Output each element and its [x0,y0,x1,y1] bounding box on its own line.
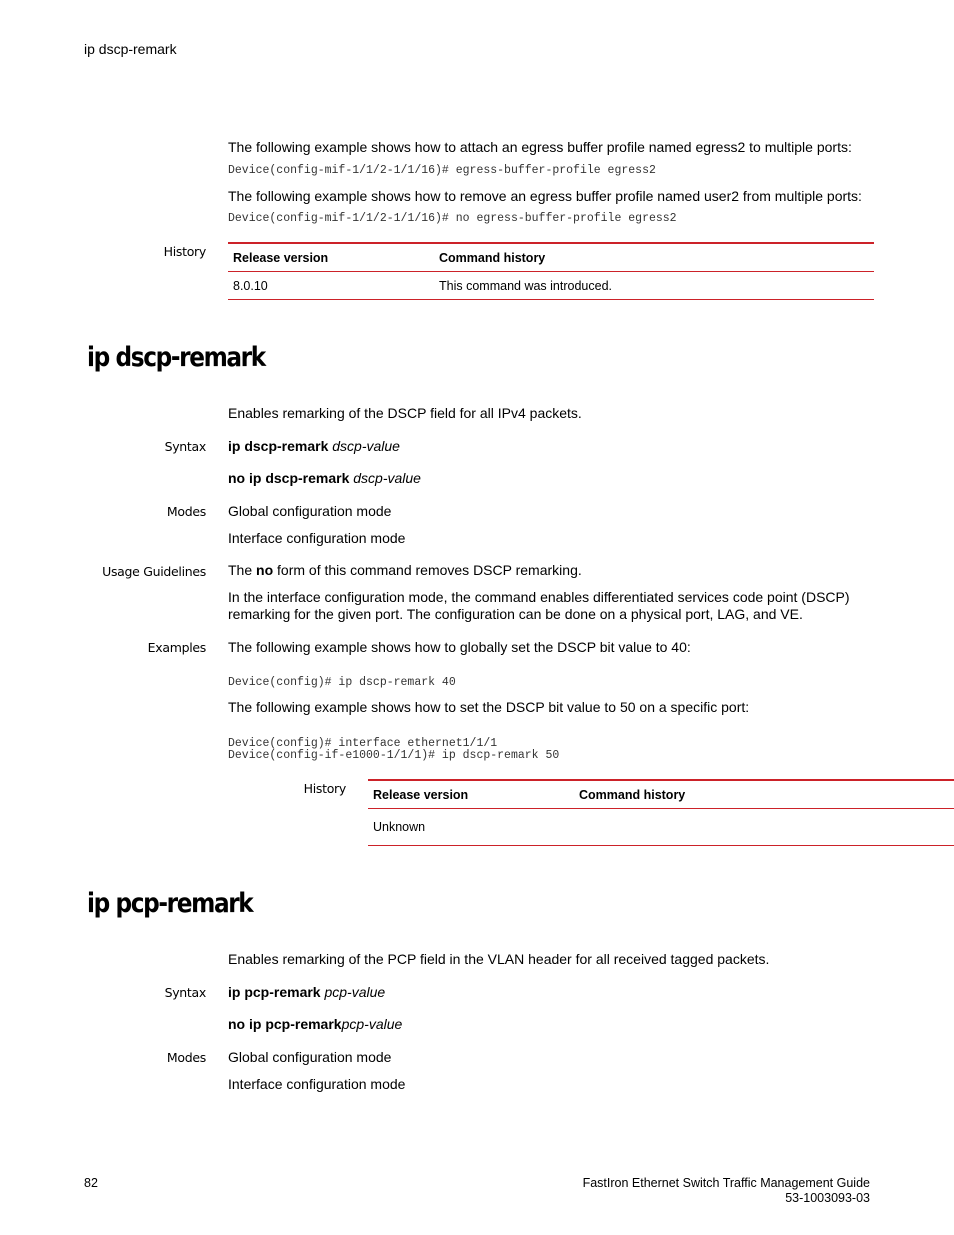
dscp-examples-label: Examples [147,640,206,655]
page-number: 82 [84,1176,98,1190]
syntax-command: no ip dscp-remark [228,470,350,486]
pcp-syntax-label: Syntax [164,985,206,1000]
guide-title: FastIron Ethernet Switch Traffic Management Guide [582,1176,870,1190]
syntax-command: ip pcp-remark [228,984,321,1000]
pcp-description: Enables remarking of the PCP field in the VLAN header for all received tagged packets. [228,951,770,967]
top-history-table [228,242,874,300]
table-header-history: Command history [434,243,874,272]
top-history-label: History [163,244,206,259]
syntax-argument: pcp-value [324,984,386,1000]
dscp-syntax-label: Syntax [164,439,206,454]
top-example1-code: Device(config-mif-1/1/2-1/1/16)# egress-buffer-profile egress2 [228,164,656,177]
syntax-command: no ip pcp-remark [228,1016,342,1032]
table-header-release: Release version [228,243,434,272]
table-cell-history: This command was introduced. [434,272,874,300]
dscp-usage-label: Usage Guidelines [102,564,206,579]
dscp-syntax-2 [228,470,421,487]
table-row [228,272,874,300]
dscp-example2-code-line2: Device(config-if-e1000-1/1/1)# ip dscp-remark 50 [228,749,560,762]
dscp-history-label: History [303,781,346,796]
pcp-modes-label: Modes [166,1050,206,1065]
table-cell-release: 8.0.10 [228,272,434,300]
dscp-mode-2: Interface configuration mode [228,530,406,546]
syntax-command: ip dscp-remark [228,438,329,454]
dscp-example2-code-line1: Device(config)# interface ethernet1/1/1 [228,737,498,750]
table-row [368,809,954,846]
pcp-mode-2: Interface configuration mode [228,1076,406,1092]
dscp-example2-text: The following example shows how to set the DSCP bit value to 50 on a specific port: [228,699,750,715]
table-cell-history [574,809,954,846]
pcp-syntax-1 [228,984,385,1001]
syntax-argument: pcp-value [341,1016,403,1032]
dscp-description: Enables remarking of the DSCP field for all IPv4 packets. [228,405,582,421]
top-example1-text: The following example shows how to attach an egress buffer profile named egress2 to multiple ports: [228,139,852,155]
pcp-syntax-2 [228,1016,402,1033]
section-heading-dscp: ip dscp-remark [87,342,265,373]
dscp-mode-1: Global configuration mode [228,503,392,519]
top-example2-code: Device(config-mif-1/1/2-1/1/16)# no egress-buffer-profile egress2 [228,212,677,225]
dscp-usage-2: In the interface configuration mode, the command enables differentiated services code point (DSCP) remarking for the given port. The configuration can be done on a physical port, LAG, and VE. [228,589,850,622]
pcp-mode-1: Global configuration mode [228,1049,392,1065]
dscp-modes-label: Modes [166,504,206,519]
no-keyword: no [256,562,274,578]
syntax-argument: dscp-value [353,470,421,486]
top-example2-text: The following example shows how to remove an egress buffer profile named user2 from multiple ports: [228,188,862,204]
dscp-example1-code: Device(config)# ip dscp-remark 40 [228,676,456,689]
dscp-example1-text: The following example shows how to globally set the DSCP bit value to 40: [228,639,691,655]
running-head: ip dscp-remark [84,41,177,57]
dscp-syntax-1 [228,438,400,455]
table-cell-release: Unknown [368,809,574,846]
syntax-argument: dscp-value [332,438,400,454]
dscp-history-table [368,779,954,846]
dscp-usage-1: The no form of this command removes DSCP remarking. [228,562,582,578]
table-header-release: Release version [368,780,574,809]
table-header-history: Command history [574,780,954,809]
doc-number: 53-1003093-03 [785,1191,870,1205]
section-heading-pcp: ip pcp-remark [87,888,253,919]
